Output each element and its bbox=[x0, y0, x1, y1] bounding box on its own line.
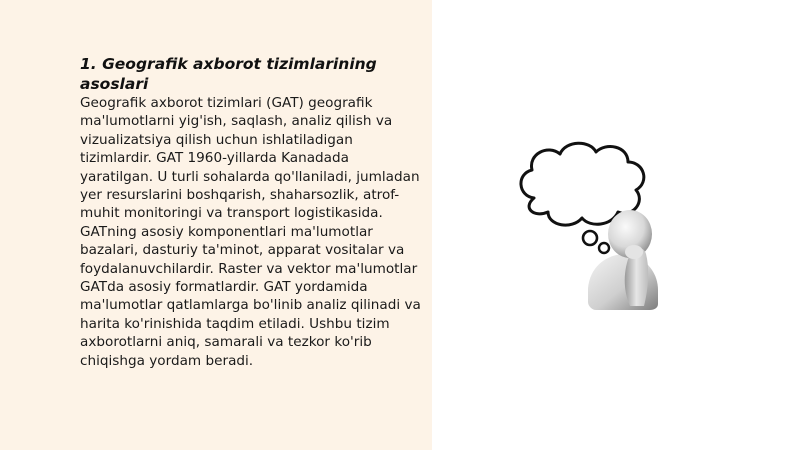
thought-bubble-dot bbox=[583, 231, 597, 245]
slide-title: 1. Geografik axborot tizimlarining asoslari bbox=[80, 55, 377, 93]
slide-body: Geografik axborot tizimlari (GAT) geografik ma'lumotlarni yig'ish, saqlash, analiz qilish va vizualizatsiya qilish uchun ishlatiladigan tizimlardir. GAT 1960-yillarda Kanadada yaratilgan. U turli sohalarda qo'llaniladi, jumladan yer resurslarini boshqarish, shaharsozlik, atrof-muhit monitoringi va transport logistikasida. GATning asosiy komponentlari ma'lumotlar bazalari, dasturiy ta'minot, apparat vositalar va foydalanuvchilardir. Raster va vektor ma'lumotlar GATda asosiy formatlardir. GAT yordamida ma'lumotlar qatlamlarga bo'linib analiz qilinadi va harita ko'rinishida taqdim etiladi. Ushbu tizim axborotlarni aniq, samarali va tezkor ko'rib chiqishga yordam beradi. bbox=[80, 95, 421, 369]
thought-bubble-dot bbox=[599, 243, 609, 253]
thinking-person-icon bbox=[512, 138, 662, 310]
